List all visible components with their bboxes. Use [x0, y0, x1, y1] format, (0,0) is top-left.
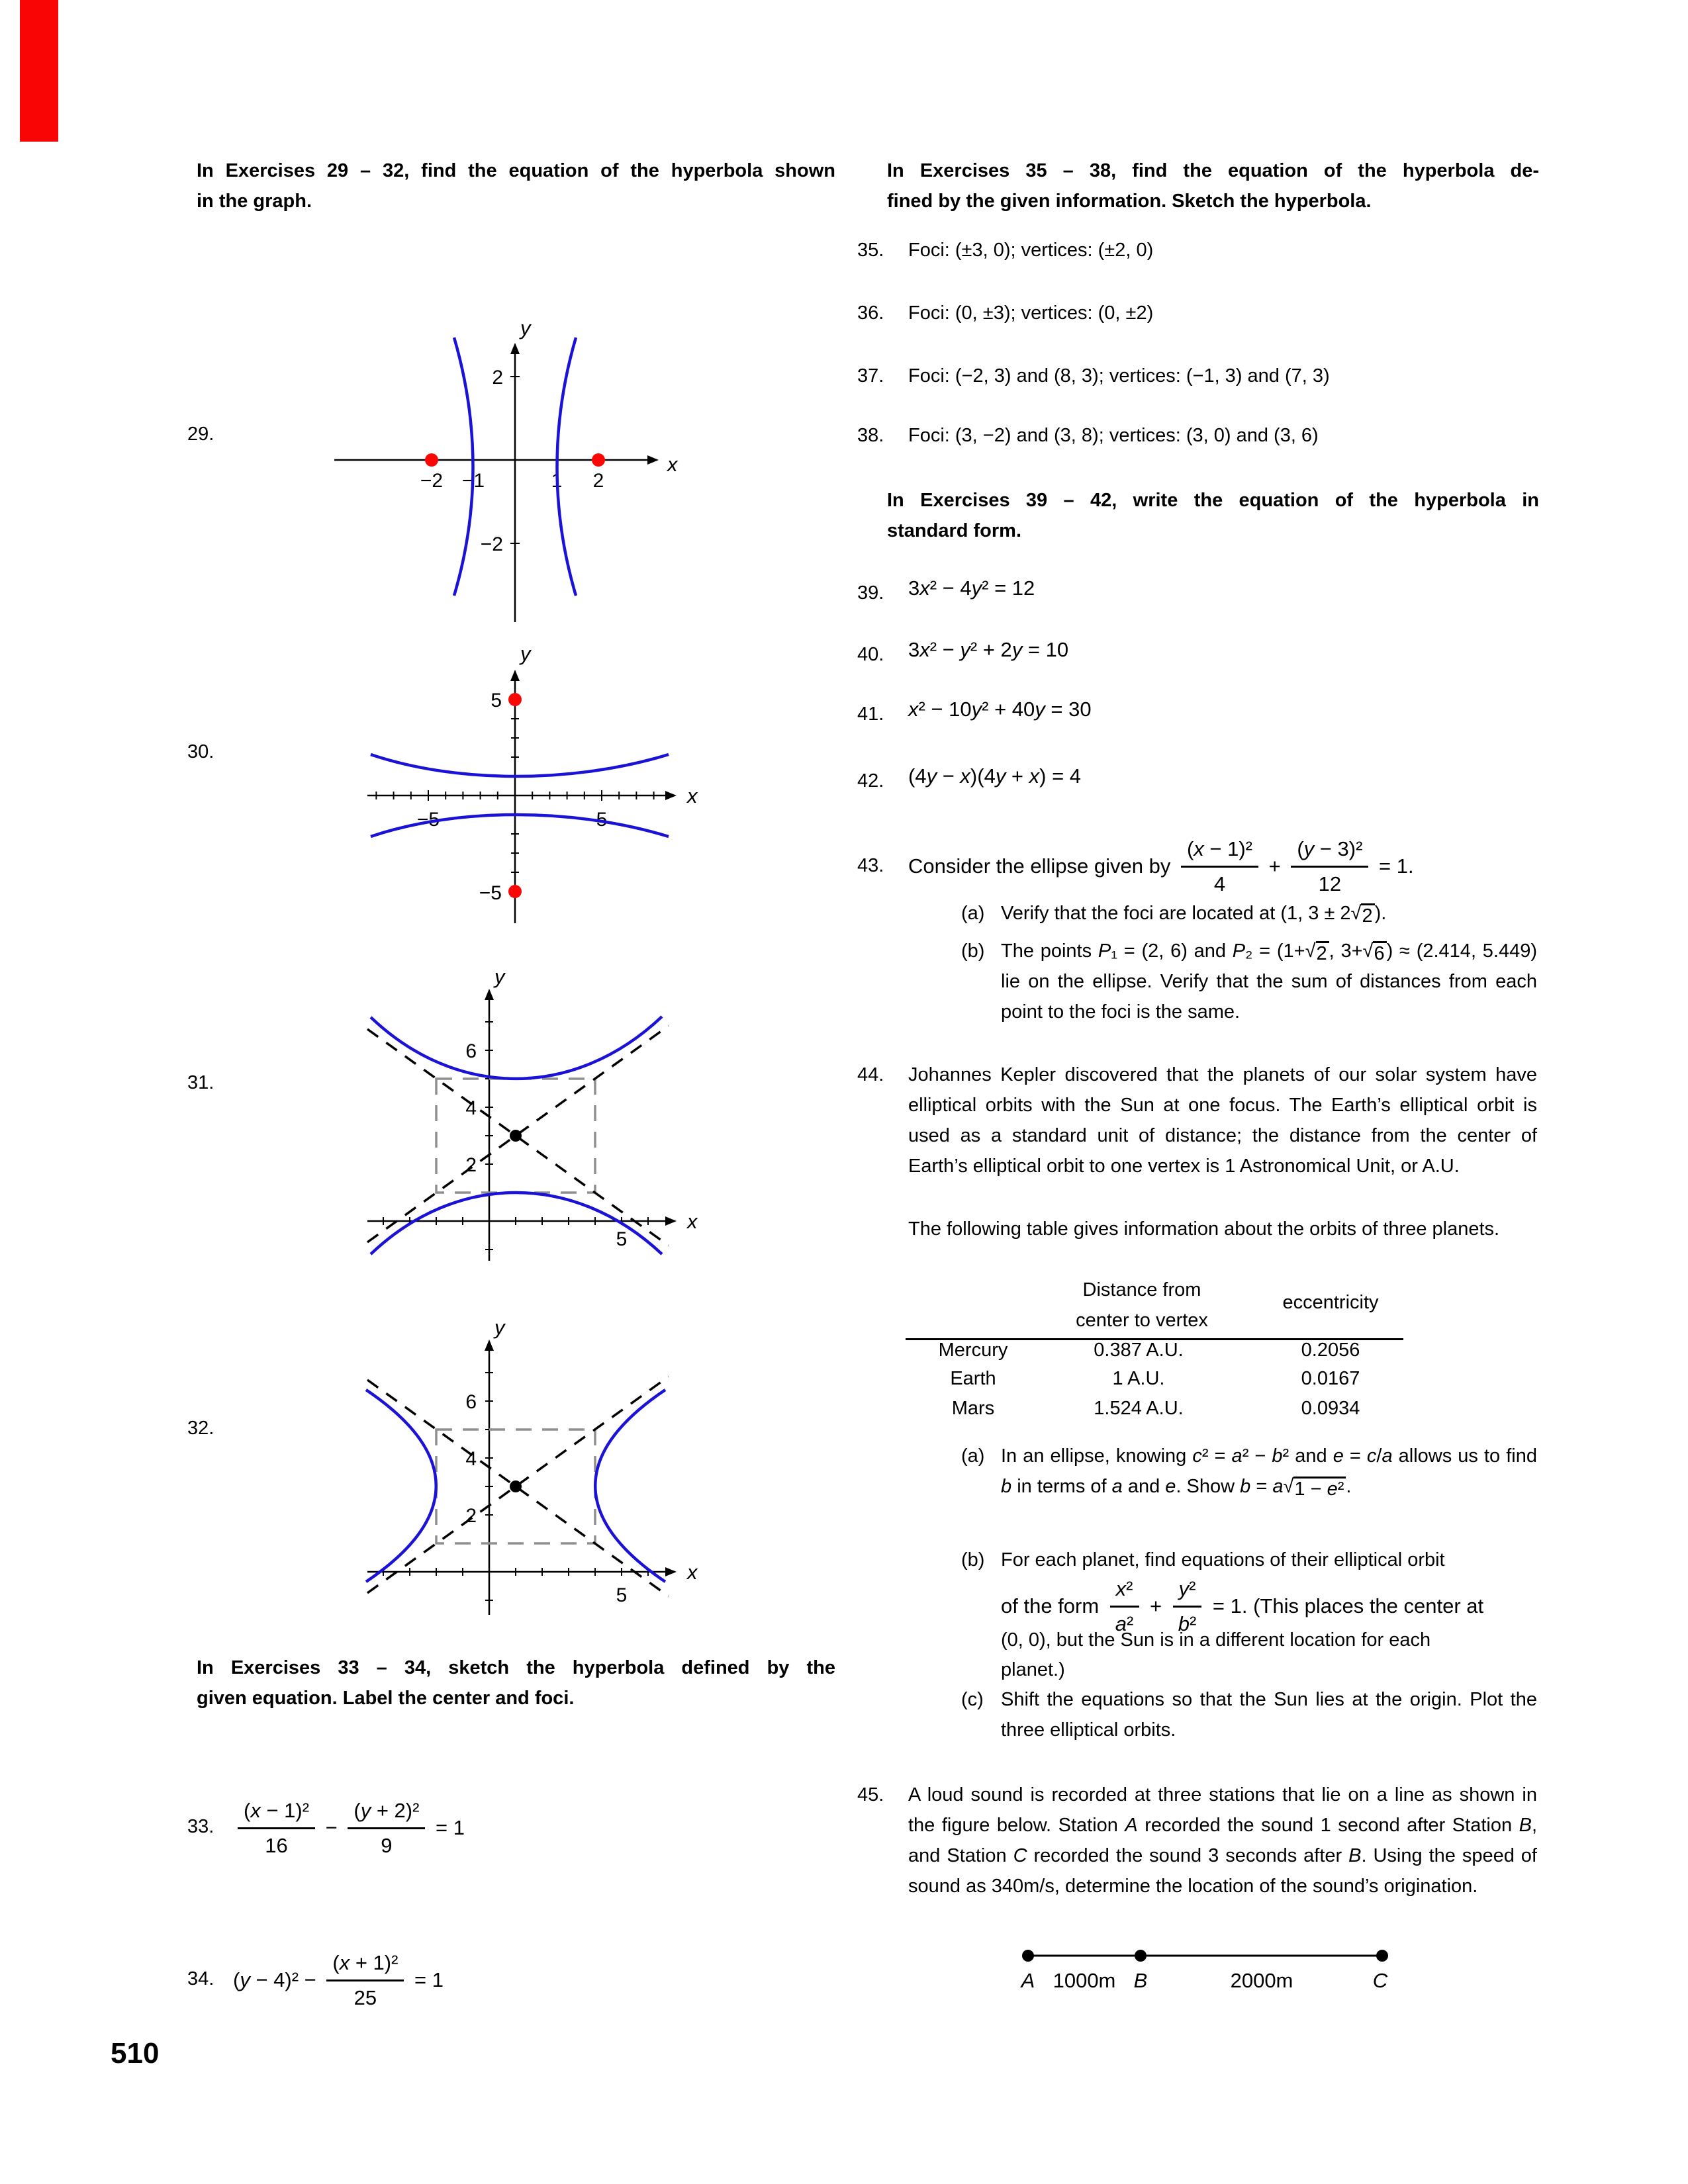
exercise-40-number: 40. [857, 644, 884, 665]
exercise-40-equation: 3 x ² − y ² + 2 y = 10 [908, 638, 1069, 661]
tick-label: 4 [465, 1097, 477, 1119]
header-29-32-line1: In Exercises 29 – 32, find the equation of the hyperbola shown [197, 160, 835, 181]
graph-29 [298, 291, 695, 629]
hyperbola-right-branch [557, 338, 577, 596]
table-cell-planet: Mars [951, 1398, 995, 1419]
exercise-42-number: 42. [857, 770, 884, 792]
exercise-43-number: 43. [857, 855, 884, 876]
table-header-distance-line2: center to vertex [1076, 1310, 1208, 1331]
exercise-45-number: 45. [857, 1784, 884, 1805]
header-33-34-line1: In Exercises 33 – 34, sketch the hyperbola defined by the [197, 1657, 835, 1678]
item-43b-text: The points P₁ = (2, 6) and P₂ = (1+ √ 2 , 3+ √ 6 ) ≈ (2.414, 5.449) lie on the ellipse. Verify that the sum of distances from each point to the foci is the same. [1001, 940, 1537, 1023]
item-44b-line1: For each planet, find equations of their elliptical orbit [1001, 1549, 1445, 1570]
x-axis-label: x [687, 784, 698, 807]
hyperbola-lower-branch [371, 815, 669, 837]
table-cell-eccentricity: 0.0167 [1301, 1368, 1360, 1389]
table-cell-planet: Earth [950, 1368, 996, 1389]
tick-label: −2 [420, 470, 444, 492]
station-a-point [1022, 1950, 1034, 1962]
table-cell-eccentricity: 0.2056 [1301, 1340, 1360, 1361]
hyperbola-left-branch [454, 338, 473, 596]
focus-point [592, 453, 605, 467]
exercise-36-number: 36. [857, 302, 884, 324]
item-44a-label: (a) [961, 1445, 985, 1467]
header-39-42-line2: standard form. [887, 520, 1022, 541]
tick-label: −2 [480, 533, 503, 555]
y-axis-label: y [520, 316, 531, 340]
item-44b-label: (b) [961, 1549, 985, 1570]
item-44b-equation-line: of the form $\frac{\text{x²}}{\text{a²}}$ + $\frac{\text{y²}}{\text{b²}}$ = 1. (This places the center at [1001, 1576, 1484, 1635]
exercise-33-equation: $\frac{\text{(x − 1)²}}{16}$ − $\frac{\text{(y + 2)²}}{9}$ = 1 [233, 1797, 465, 1858]
station-b-point [1135, 1950, 1147, 1962]
exercise-39-equation: 3 x ² − 4 y ² = 12 [908, 576, 1035, 600]
center-point [510, 1480, 522, 1492]
tick-label: 6 [465, 1391, 477, 1413]
y-axis-label: y [494, 965, 505, 988]
item-43a-text: Verify that the foci are located at (1, 3 ± 2 √ 2 ). [1001, 903, 1387, 927]
exercise-35-number: 35. [857, 240, 884, 261]
tick-label: −5 [479, 882, 502, 904]
tick-label: 2 [592, 470, 604, 492]
table-row [920, 1363, 1410, 1394]
tick-label: 6 [465, 1040, 477, 1062]
tick-label: 5 [616, 1228, 628, 1250]
tick-label: 2 [465, 1505, 477, 1527]
exercise-32-number: 32. [187, 1418, 214, 1439]
exercise-31-number: 31. [187, 1072, 214, 1093]
table-cell-planet: Mercury [938, 1340, 1008, 1361]
focus-point [425, 453, 438, 467]
exercise-38-text: Foci: (3, −2) and (3, 8); vertices: (3, 0) and (3, 6) [908, 425, 1319, 446]
exercise-35-text: Foci: (±3, 0); vertices: (±2, 0) [908, 240, 1154, 261]
exercise-42-equation: (4 y − x )(4 y + x ) = 4 [908, 764, 1082, 788]
graph-30 [298, 629, 715, 933]
item-44c-text: Shift the equations so that the Sun lies at the origin. Plot the three elliptical orbits. [1001, 1689, 1537, 1741]
tick-label: −5 [416, 809, 440, 831]
table-row [920, 1335, 1410, 1365]
focus-point [508, 693, 522, 706]
exercise-34-number: 34. [187, 1968, 214, 1989]
header-39-42-line1: In Exercises 39 – 42, write the equation of the hyperbola in [887, 490, 1539, 511]
header-35-38-line2: fined by the given information. Sketch the hyperbola. [887, 191, 1372, 212]
header-33-34-line2: given equation. Label the center and foci. [197, 1688, 575, 1709]
tick-label: 5 [491, 690, 502, 711]
table-cell-distance: 1 A.U. [1112, 1368, 1165, 1389]
hyperbola-upper-branch [371, 754, 669, 776]
exercise-33-number: 33. [187, 1816, 214, 1837]
item-44b-line4: planet.) [1001, 1659, 1065, 1680]
item-44b-line3: (0, 0), but the Sun is in a different location for each [1001, 1629, 1431, 1651]
header-35-38-line1: In Exercises 35 – 38, find the equation of the hyperbola de- [887, 160, 1539, 181]
graph-32 [298, 1316, 708, 1635]
tick-label: 1 [551, 470, 563, 492]
x-axis-label: x [687, 1210, 698, 1233]
exercise-44-number: 44. [857, 1064, 884, 1085]
tick-label: 5 [616, 1584, 628, 1606]
exercise-43-lead: Consider the ellipse given by $\frac{\text{(x − 1)²}}{4}$ + $\frac{\text{(y − 3)²}}{12}$ = 1. [908, 837, 1414, 895]
station-c-point [1376, 1950, 1388, 1962]
table-header-distance-line1: Distance from [1082, 1279, 1201, 1300]
item-43b-label: (b) [961, 940, 985, 962]
hyperbola-right-branch [595, 1390, 665, 1582]
exercise-29-number: 29. [187, 424, 214, 445]
exercise-39-number: 39. [857, 582, 884, 604]
exercise-37-number: 37. [857, 365, 884, 387]
table-row [920, 1393, 1410, 1424]
x-axis-label: x [667, 453, 678, 476]
page-number: 510 [111, 2037, 160, 2070]
table-cell-distance: 1.524 A.U. [1094, 1398, 1184, 1419]
focus-point [508, 885, 522, 898]
item-44c-label: (c) [961, 1689, 984, 1710]
y-axis-label: y [520, 642, 531, 665]
distance-bc-label: 2000m [1230, 1969, 1293, 1992]
center-point [510, 1130, 522, 1142]
tick-label: 5 [596, 809, 608, 831]
header-29-32-line2: in the graph. [197, 191, 312, 212]
item-43a-label: (a) [961, 903, 985, 924]
exercise-45-paragraph: A loud sound is recorded at three stations that lie on a line as shown in the figure below. Station A recorded the sound 1 second after Station B, and Station C recorded the sound 3 seconds after B. Using the speed of sound as 340m/s, determine the location of the sound’s origination. [908, 1784, 1537, 1897]
hyperbola-upper-branch [371, 1017, 662, 1079]
table-cell-distance: 0.387 A.U. [1094, 1340, 1184, 1361]
item-44a-text: In an ellipse, knowing c² = a² − b² and e = c/a allows us to find b in terms of a and e. Show b = a √ 1 − e² . [1001, 1445, 1537, 1500]
exercise-41-number: 41. [857, 704, 884, 725]
x-axis-label: x [687, 1561, 698, 1584]
exercise-37-text: Foci: (−2, 3) and (8, 3); vertices: (−1, 3) and (7, 3) [908, 365, 1330, 387]
exercise-38-number: 38. [857, 425, 884, 446]
station-c-label: C [1372, 1969, 1388, 1992]
exercise-34-equation: ( y − 4)² − $\frac{\text{(x + 1)²}}{25}$ = 1 [233, 1950, 444, 2009]
station-b-label: B [1133, 1969, 1148, 1992]
y-axis-label: y [494, 1316, 505, 1339]
exercise-36-text: Foci: (0, ±3); vertices: (0, ±2) [908, 302, 1154, 324]
exercise-44-paragraph: Johannes Kepler discovered that the planets of our solar system have elliptical orbits with the Sun at one focus. The Earth’s elliptical orbit is used as a standard unit of distance; the distance from the center of Earth’s elliptical orbit to one vertex is 1 Astronomical Unit, or A.U. [908, 1064, 1537, 1177]
hyperbola-left-branch [366, 1390, 436, 1582]
tick-label: 2 [465, 1154, 477, 1176]
table-cell-eccentricity: 0.0934 [1301, 1398, 1360, 1419]
table-header-distance [1029, 1275, 1254, 1336]
station-a-label: A [1021, 1969, 1035, 1992]
tick-label: −1 [461, 470, 485, 492]
tick-label: 4 [465, 1448, 477, 1470]
tick-label: 2 [492, 367, 503, 388]
stations-figure [960, 1919, 1456, 2005]
exercise-30-number: 30. [187, 741, 214, 762]
graph-31 [298, 965, 708, 1284]
exercise-41-equation: x ² − 10 y ² + 40 y = 30 [908, 698, 1092, 721]
bookmark-ribbon [20, 0, 58, 142]
table-header-eccentricity: eccentricity [1282, 1292, 1379, 1313]
exercise-44-paragraph2: The following table gives information about the orbits of three planets. [908, 1218, 1500, 1240]
distance-ab-label: 1000m [1053, 1969, 1116, 1992]
